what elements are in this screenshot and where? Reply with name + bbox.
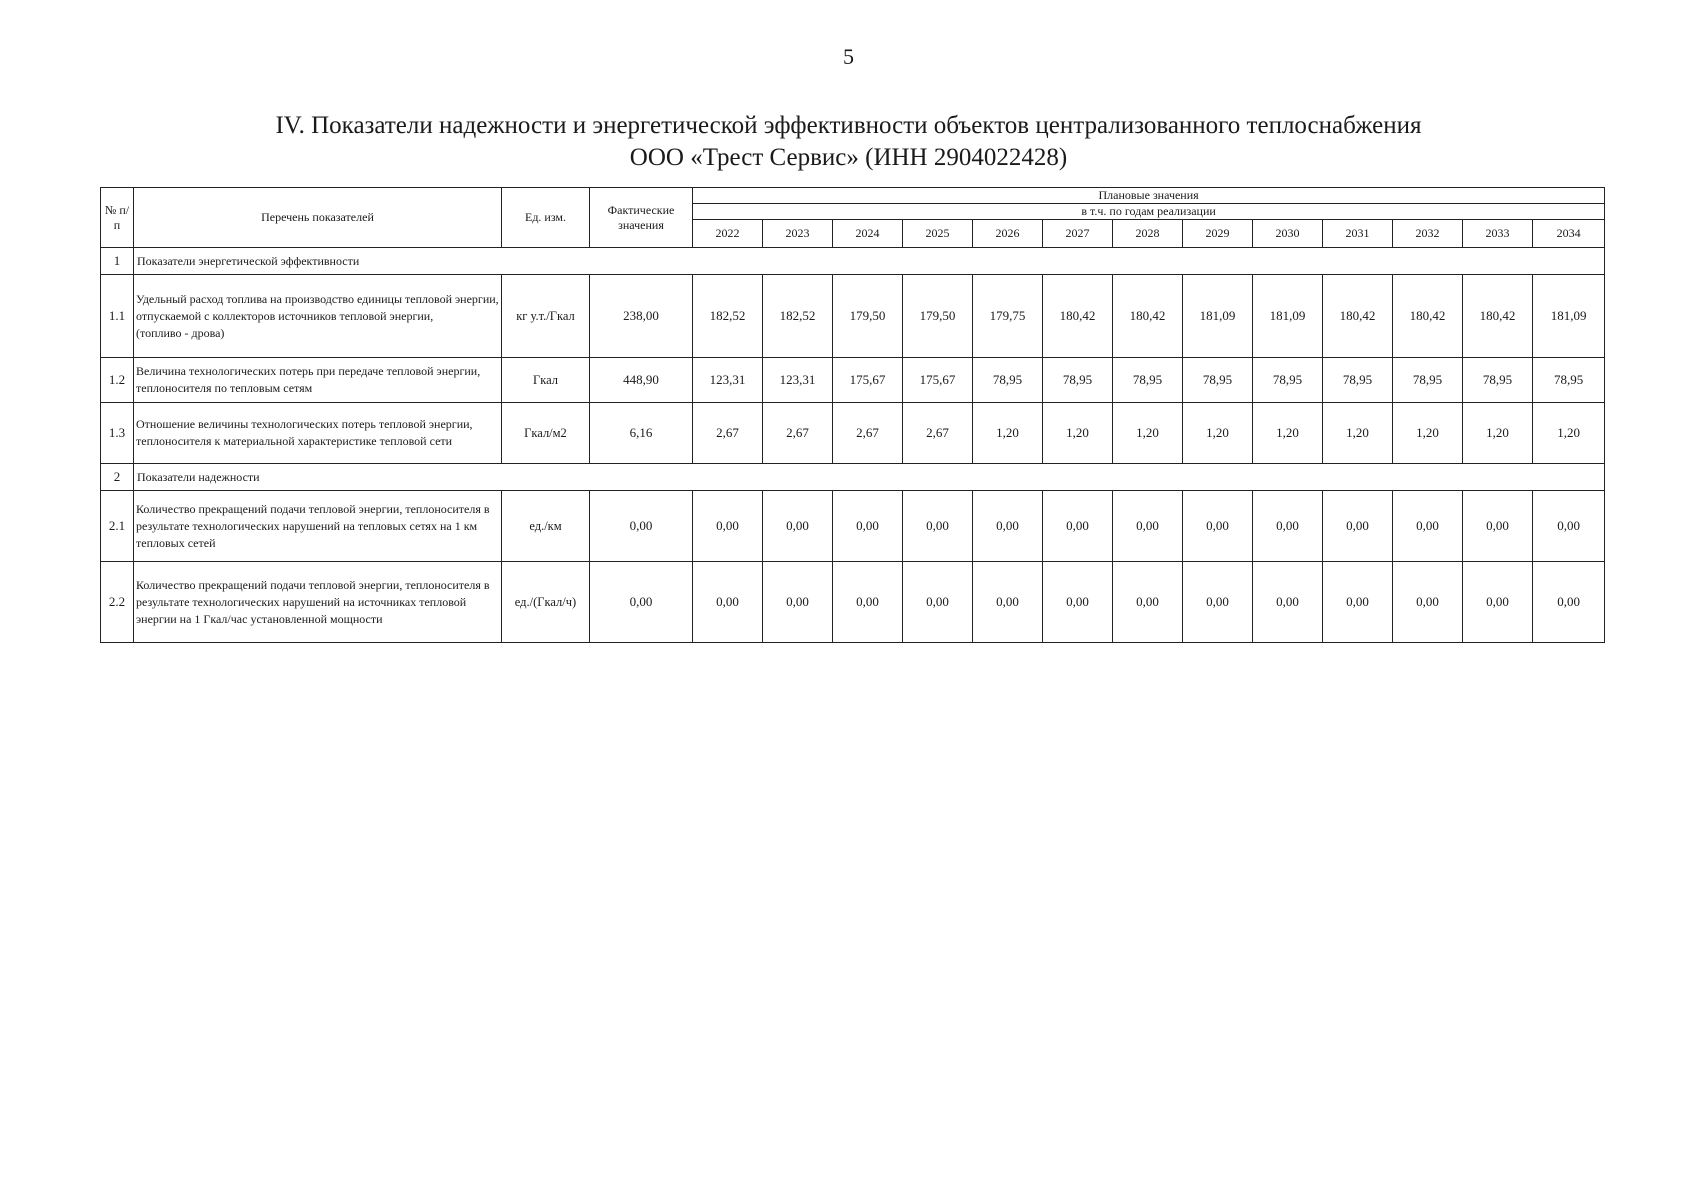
indicator-name-text: Величина технологических потерь при передаче тепловой энергии, теплоносителя по тепловым сетям xyxy=(136,364,481,395)
section-row xyxy=(101,464,1605,491)
header-year: 2024 xyxy=(833,220,903,248)
indicator-name-text: Отношение величины технологических потерь тепловой энергии, теплоносителя к материальной характеристике тепловой сети xyxy=(136,417,473,448)
plan-value-cell: 78,95 xyxy=(1533,358,1605,403)
plan-value-cell: 78,95 xyxy=(1113,358,1183,403)
plan-value-cell: 78,95 xyxy=(1253,358,1323,403)
plan-value-cell: 180,42 xyxy=(1043,275,1113,358)
plan-value-cell: 0,00 xyxy=(833,562,903,643)
row-number: 1.2 xyxy=(101,358,134,403)
plan-value-cell: 1,20 xyxy=(1533,403,1605,464)
row-number: 1.3 xyxy=(101,403,134,464)
header-by-years: в т.ч. по годам реализации xyxy=(693,204,1605,220)
header-year: 2034 xyxy=(1533,220,1605,248)
indicators-table xyxy=(100,187,1605,643)
plan-value-cell: 0,00 xyxy=(1323,491,1393,562)
plan-value-cell: 0,00 xyxy=(693,491,763,562)
plan-value-cell: 2,67 xyxy=(833,403,903,464)
plan-value-cell: 78,95 xyxy=(1463,358,1533,403)
unit-cell: Гкал/м2 xyxy=(502,403,590,464)
plan-value-cell: 0,00 xyxy=(903,562,973,643)
page-number: 5 xyxy=(843,44,854,69)
plan-value-cell: 0,00 xyxy=(973,491,1043,562)
plan-value-cell: 175,67 xyxy=(903,358,973,403)
header-year: 2033 xyxy=(1463,220,1533,248)
plan-value-cell: 2,67 xyxy=(903,403,973,464)
plan-value-cell: 1,20 xyxy=(1463,403,1533,464)
plan-value-cell: 78,95 xyxy=(1043,358,1113,403)
actual-value-cell: 0,00 xyxy=(590,491,693,562)
header-year: 2023 xyxy=(763,220,833,248)
plan-value-cell: 1,20 xyxy=(1253,403,1323,464)
header-year: 2026 xyxy=(973,220,1043,248)
plan-value-cell: 181,09 xyxy=(1253,275,1323,358)
plan-value-cell: 181,09 xyxy=(1533,275,1605,358)
plan-value-cell: 2,67 xyxy=(763,403,833,464)
plan-value-cell: 1,20 xyxy=(1393,403,1463,464)
plan-value-cell: 78,95 xyxy=(1183,358,1253,403)
plan-value-cell: 179,75 xyxy=(973,275,1043,358)
header-year: 2025 xyxy=(903,220,973,248)
indicator-name-text: Количество прекращений подачи тепловой энергии, теплоносителя в результате технологических нарушений на тепловых сетях на 1 км тепловых сетей xyxy=(136,501,490,550)
plan-value-cell: 181,09 xyxy=(1183,275,1253,358)
section-title: Показатели энергетической эффективности xyxy=(134,248,1605,275)
plan-value-cell: 78,95 xyxy=(1323,358,1393,403)
plan-value-cell: 0,00 xyxy=(1113,562,1183,643)
plan-value-cell: 180,42 xyxy=(1393,275,1463,358)
table-row xyxy=(101,358,1605,403)
header-year: 2031 xyxy=(1323,220,1393,248)
plan-value-cell: 182,52 xyxy=(763,275,833,358)
section-title: Показатели надежности xyxy=(134,464,1605,491)
plan-value-cell: 0,00 xyxy=(903,491,973,562)
unit-cell: кг у.т./Гкал xyxy=(502,275,590,358)
indicator-name xyxy=(134,562,502,643)
header-unit: Ед. изм. xyxy=(502,188,590,248)
plan-value-cell: 0,00 xyxy=(973,562,1043,643)
header-plan: Плановые значения xyxy=(693,188,1605,204)
plan-value-cell: 123,31 xyxy=(693,358,763,403)
header-year: 2022 xyxy=(693,220,763,248)
plan-value-cell: 1,20 xyxy=(1043,403,1113,464)
plan-value-cell: 78,95 xyxy=(973,358,1043,403)
header-name: Перечень показателей xyxy=(134,188,502,248)
plan-value-cell: 0,00 xyxy=(1253,562,1323,643)
plan-value-cell: 0,00 xyxy=(1113,491,1183,562)
plan-value-cell: 2,67 xyxy=(693,403,763,464)
plan-value-cell: 175,67 xyxy=(833,358,903,403)
plan-value-cell: 180,42 xyxy=(1463,275,1533,358)
plan-value-cell: 0,00 xyxy=(1533,491,1605,562)
header-year: 2029 xyxy=(1183,220,1253,248)
plan-value-cell: 0,00 xyxy=(763,562,833,643)
indicator-name xyxy=(134,358,502,403)
plan-value-cell: 0,00 xyxy=(1393,491,1463,562)
plan-value-cell: 123,31 xyxy=(763,358,833,403)
title-line-1: IV. Показатели надежности и энергетической эффективности объектов централизованного теплоснабжения xyxy=(275,112,1422,139)
header-year: 2032 xyxy=(1393,220,1463,248)
plan-value-cell: 1,20 xyxy=(1323,403,1393,464)
table-row xyxy=(101,562,1605,643)
section-row xyxy=(101,248,1605,275)
unit-cell: ед./(Гкал/ч) xyxy=(502,562,590,643)
document-title xyxy=(0,110,1697,174)
indicator-name-note: (топливо - дрова) xyxy=(136,325,225,340)
plan-value-cell: 0,00 xyxy=(1043,562,1113,643)
row-number: 2.2 xyxy=(101,562,134,643)
plan-value-cell: 0,00 xyxy=(1183,491,1253,562)
plan-value-cell: 0,00 xyxy=(1253,491,1323,562)
row-number: 2.1 xyxy=(101,491,134,562)
plan-value-cell: 0,00 xyxy=(1533,562,1605,643)
header-year: 2030 xyxy=(1253,220,1323,248)
plan-value-cell: 1,20 xyxy=(1113,403,1183,464)
row-number: 1.1 xyxy=(101,275,134,358)
plan-value-cell: 78,95 xyxy=(1393,358,1463,403)
plan-value-cell: 0,00 xyxy=(1463,562,1533,643)
actual-value-cell: 238,00 xyxy=(590,275,693,358)
plan-value-cell: 179,50 xyxy=(833,275,903,358)
plan-value-cell: 0,00 xyxy=(763,491,833,562)
plan-value-cell: 179,50 xyxy=(903,275,973,358)
plan-value-cell: 0,00 xyxy=(1323,562,1393,643)
plan-value-cell: 0,00 xyxy=(1463,491,1533,562)
plan-value-cell: 0,00 xyxy=(1183,562,1253,643)
actual-value-cell: 448,90 xyxy=(590,358,693,403)
actual-value-cell: 6,16 xyxy=(590,403,693,464)
actual-value-cell: 0,00 xyxy=(590,562,693,643)
indicator-name-text: Удельный расход топлива на производство единицы тепловой энергии, отпускаемой с коллекторов источников тепловой энергии, xyxy=(136,291,499,323)
table-row xyxy=(101,403,1605,464)
table-row xyxy=(101,491,1605,562)
plan-value-cell: 1,20 xyxy=(973,403,1043,464)
plan-value-cell: 182,52 xyxy=(693,275,763,358)
unit-cell: ед./км xyxy=(502,491,590,562)
plan-value-cell: 180,42 xyxy=(1113,275,1183,358)
section-number: 1 xyxy=(101,248,134,275)
header-actual: Фактические значения xyxy=(590,188,693,248)
header-year: 2028 xyxy=(1113,220,1183,248)
plan-value-cell: 0,00 xyxy=(833,491,903,562)
plan-value-cell: 0,00 xyxy=(693,562,763,643)
unit-cell: Гкал xyxy=(502,358,590,403)
header-num: № п/п xyxy=(101,188,134,248)
title-line-2: ООО «Трест Сервис» (ИНН 2904022428) xyxy=(629,144,1068,171)
table-row xyxy=(101,275,1605,358)
indicator-name xyxy=(134,491,502,562)
indicator-name xyxy=(134,275,502,358)
plan-value-cell: 0,00 xyxy=(1043,491,1113,562)
indicator-name xyxy=(134,403,502,464)
header-year: 2027 xyxy=(1043,220,1113,248)
indicator-name-text: Количество прекращений подачи тепловой энергии, теплоносителя в результате технологических нарушений на источниках тепловой энергии на 1 Гкал/час установленной мощности xyxy=(136,577,490,626)
plan-value-cell: 180,42 xyxy=(1323,275,1393,358)
section-number: 2 xyxy=(101,464,134,491)
plan-value-cell: 0,00 xyxy=(1393,562,1463,643)
plan-value-cell: 1,20 xyxy=(1183,403,1253,464)
